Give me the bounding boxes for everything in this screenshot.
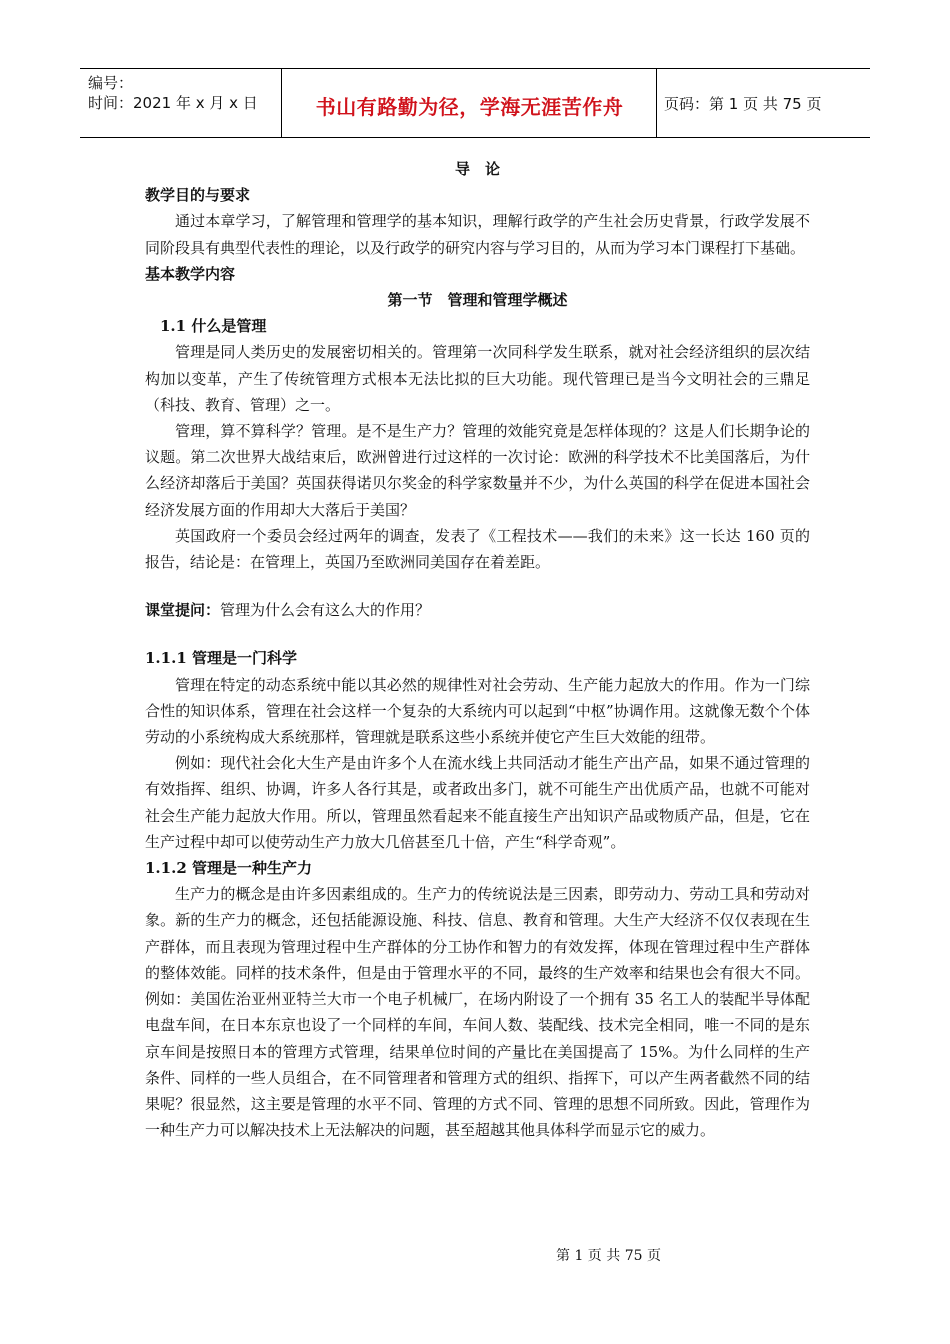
- question-text: 管理为什么会有这么大的作用？: [220, 601, 431, 620]
- section-title: 第一节 管理和管理学概述: [387, 291, 568, 310]
- subsection-heading: 1.1.1 管理是一门科学: [145, 649, 297, 668]
- subsection-heading: 1.1 什么是管理: [160, 317, 267, 336]
- header-motto: 书山有路勤为径，学海无涯苦作舟: [315, 95, 624, 119]
- paragraph: 管理是同人类历史的发展密切相关的。管理第一次同科学发生联系，就对社会经济组织的层次结构加以变革，产生了传统管理方式根本无法比拟的巨大功能。现代管理已是当今文明社会的三鼎足（科技、教育、管理）之一。: [145, 343, 810, 414]
- header-time: 时间：2021 年 x 月 x 日: [88, 94, 258, 112]
- paragraph: 生产力的概念是由许多因素组成的。生产力的传统说法是三因素，即劳动力、劳动工具和劳动对象。新的生产力的概念，还包括能源设施、科技、信息、教育和管理。大生产大经济不仅仅表现在生产群体，而且表现为管理过程中生产群体的分工协作和智力的有效发挥，体现在管理过程中生产群体的整体效能。同样的技术条件，但是由于管理水平的不同，最终的生产效率和结果也会有很大不同。例如：美国佐治亚州亚特兰大市一个电子机械厂，在场内附设了一个拥有 35 名工人的装配半导体配电盘车间，在日本东京也设了一个同样的车间，车间人数、装配线、技术完全相同，唯一不同的是东京车间是按照日本的管理方式管理，结果单位时间的产量比在美国提高了 15%。为什么同样的生产条件、同样的一些人员组合，在不同管理者和管理方式的组织、指挥下，可以产生两者截然不同的结果呢？很显然，这主要是管理的水平不同、管理的方式不同、管理的思想不同所致。因此，管理作为一种生产力可以解决技术上无法解决的问题，甚至超越其他具体科学而显示它的威力。: [145, 885, 810, 1140]
- document-body: [145, 156, 810, 1143]
- paragraph: 管理，算不算科学？管理。是不是生产力？管理的效能究竟是怎样体现的？这是人们长期争论的议题。第二次世界大战结束后，欧洲曾进行过这样的一次讨论：欧洲的科学技术不比美国落后，为什么经济却落后于美国？英国获得诺贝尔奖金的科学家数量并不少，为什么英国的科学在促进本国社会经济发展方面的作用却大大落后于美国？: [145, 422, 810, 519]
- objectives-heading: 教学目的与要求: [145, 186, 251, 205]
- page-header: [80, 68, 870, 138]
- class-question: [145, 597, 810, 623]
- header-divider: [281, 69, 282, 137]
- subsection-heading: 1.1.2 管理是一种生产力: [145, 859, 312, 878]
- header-divider: [656, 69, 657, 137]
- page-footer: 第 1 页 共 75 页: [556, 1248, 661, 1264]
- question-label: 课堂提问：: [145, 601, 221, 620]
- chapter-title: 导 论: [454, 160, 500, 178]
- header-meta: [88, 73, 278, 113]
- objectives-text: 通过本章学习，了解管理和管理学的基本知识，理解行政学的产生社会历史背景，行政学发展不同阶段具有典型代表性的理论，以及行政学的研究内容与学习目的，从而为学习本门课程打下基础。: [145, 212, 810, 257]
- paragraph: 管理在特定的动态系统中能以其必然的规律性对社会劳动、生产能力起放大的作用。作为一门综合性的知识体系，管理在社会这样一个复杂的大系统内可以起到“中枢”协调作用。这就像无数个个体劳动的小系统构成大系统那样，管理就是联系这些小系统并使它产生巨大效能的纽带。: [145, 675, 810, 747]
- basic-content-heading: 基本教学内容: [145, 264, 236, 283]
- header-number: 编号：: [88, 74, 134, 92]
- header-page-info: 页码：第 1 页 共 75 页: [664, 95, 822, 113]
- paragraph: 英国政府一个委员会经过两年的调查，发表了《工程技术——我们的未来》这一长达 160 页的报告，结论是：在管理上，英国乃至欧洲同美国存在着差距。: [145, 526, 810, 572]
- paragraph: 例如：现代社会化大生产是由许多个人在流水线上共同活动才能生产出产品，如果不通过管理的有效指挥、组织、协调，许多人各行其是，或者政出多门，就不可能生产出优质产品，也就不可能对社会生产能力起放大作用。所以，管理虽然看起来不能直接生产出知识产品或物质产品，但是，它在生产过程中却可以使劳动生产力放大几倍甚至几十倍，产生“科学奇观”。: [145, 754, 810, 851]
